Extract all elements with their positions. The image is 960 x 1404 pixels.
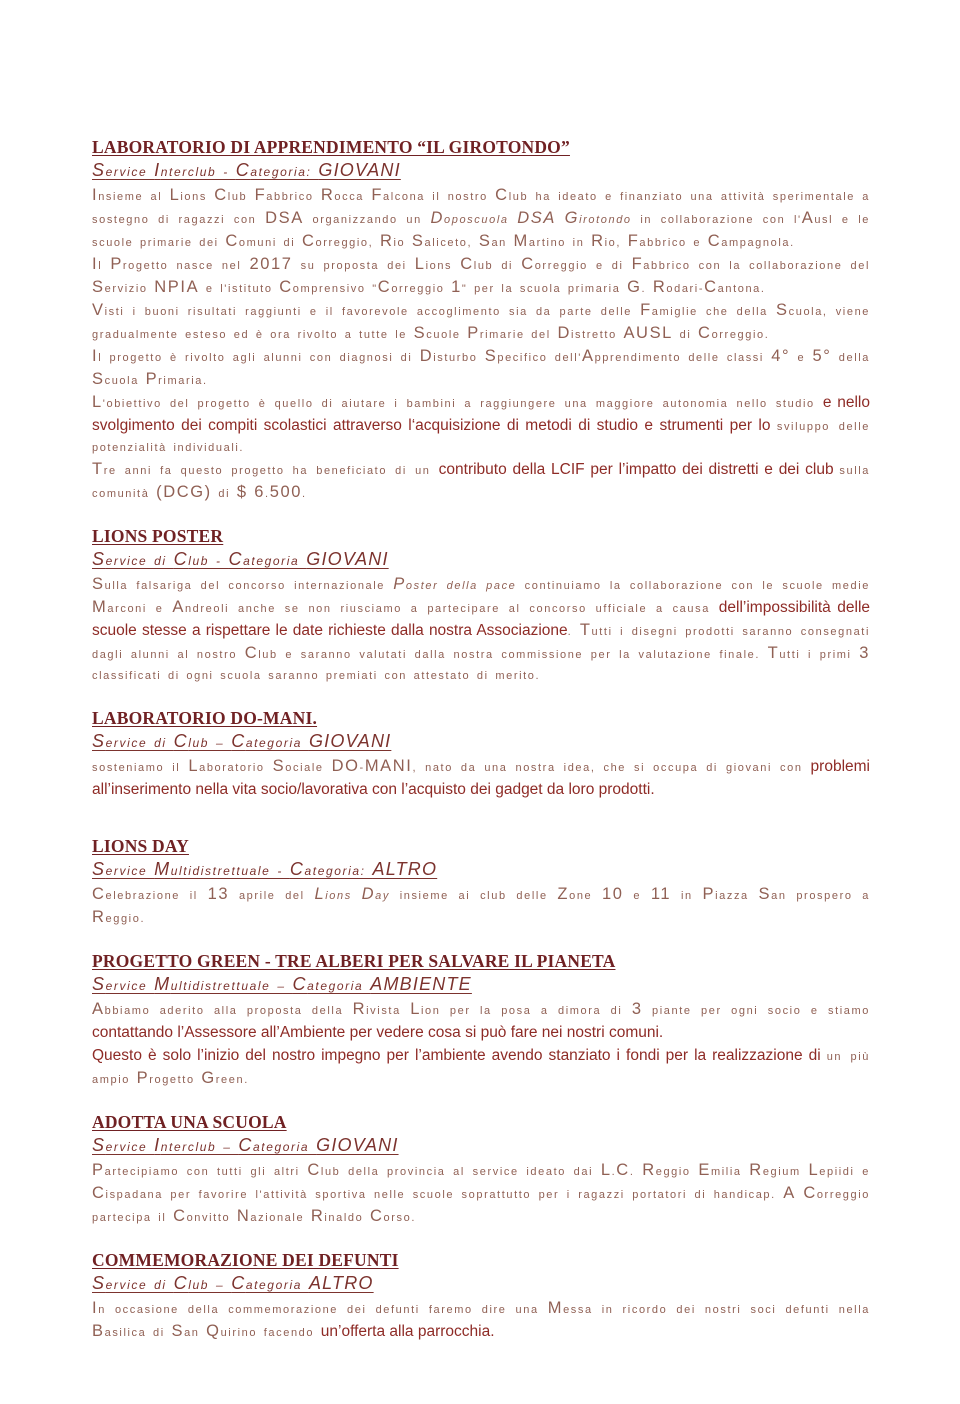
large-glyph: R bbox=[320, 186, 335, 204]
paragraph bbox=[92, 1298, 870, 1344]
large-glyph: MANI bbox=[364, 757, 413, 775]
subtitle-service-label: Service di Club – Categoria bbox=[92, 731, 309, 751]
text-run: sviluppo delle potenzialità individuali. bbox=[92, 421, 870, 454]
large-glyph: 10 bbox=[602, 885, 624, 903]
large-glyph: S bbox=[413, 324, 427, 342]
large-glyph: R bbox=[352, 1000, 367, 1018]
large-glyph: S bbox=[92, 278, 105, 296]
text-run: Il Progetto nasce nel 2017 su proposta dei Lions Club di Correggio e di Fabbrico con la collaborazione del Servizio NPIA e l'istituto Comprensivo "Correggio 1" per la scuola primaria G. Rodari-Cantona. bbox=[92, 255, 871, 296]
large-glyph: I bbox=[154, 160, 161, 180]
section-title: LABORATORIO DO-MANI. bbox=[92, 708, 318, 728]
large-glyph: L bbox=[410, 1000, 421, 1018]
large-glyph: L bbox=[808, 1161, 820, 1179]
large-glyph: I bbox=[154, 1135, 161, 1155]
large-glyph: 3 bbox=[631, 1000, 643, 1018]
large-glyph: A bbox=[801, 209, 815, 227]
large-glyph: DSA bbox=[265, 209, 304, 227]
text-run: sulla comunità (DCG) di $ 6.500. bbox=[92, 465, 870, 501]
section-6 bbox=[92, 1250, 870, 1344]
large-glyph: A bbox=[92, 1000, 105, 1018]
large-glyph: S bbox=[484, 347, 498, 365]
highlighted-text-run: e nello svolgimento dei compiti scolastici attraverso l‘acquisizione di metodi di studio e strumenti per lo bbox=[92, 394, 870, 434]
large-glyph: S bbox=[92, 575, 105, 593]
large-glyph: DSA bbox=[517, 209, 556, 227]
section-0 bbox=[92, 137, 870, 505]
paragraph bbox=[92, 1160, 870, 1229]
large-glyph: C bbox=[460, 255, 474, 273]
section-subtitle bbox=[92, 1134, 870, 1158]
large-glyph: DO bbox=[331, 757, 360, 775]
large-glyph: S bbox=[92, 731, 106, 751]
text-run: In occasione della commemorazione dei defunti faremo dire una Messa in ricordo dei nostri soci defunti nella Basilica di San Quirino facendo bbox=[92, 1299, 870, 1340]
section-title: ADOTTA UNA SCUOLA bbox=[92, 1112, 287, 1132]
large-glyph: C bbox=[231, 1273, 246, 1293]
large-glyph: C bbox=[238, 1135, 254, 1155]
text-run: . Tutti i disegni prodotti saranno consegnati dagli alunni al nostro Club e saranno valutati dalla nostra commissione per la valutazione finale. Tutti i primi 3 classificati di ogni scuola saranno premiati con attestato di merito. bbox=[92, 621, 870, 682]
large-glyph: F bbox=[640, 301, 652, 319]
text-run: Abbiamo aderito alla proposta della Rivista Lion per la posa a dimora di 3 piante per ogni socio e stiamo bbox=[92, 1000, 870, 1018]
large-glyph: M bbox=[154, 974, 171, 994]
subtitle-category: ALTRO bbox=[372, 859, 438, 879]
highlighted-text-run: contributo della LCIF per l’impatto dei distretti e dei club bbox=[438, 461, 840, 478]
large-glyph: T bbox=[767, 644, 780, 662]
large-glyph: 2017 bbox=[249, 255, 293, 273]
large-glyph: D bbox=[361, 885, 376, 903]
large-glyph: L bbox=[92, 393, 103, 411]
subtitle-service-label: Service di Club – Categoria bbox=[92, 1273, 309, 1293]
paragraph bbox=[92, 1045, 870, 1091]
large-glyph: C bbox=[279, 278, 293, 296]
large-glyph: S bbox=[92, 1273, 106, 1293]
paragraph bbox=[92, 756, 870, 802]
text-run: Il progetto è rivolto agli alunni con diagnosi di Disturbo Specifico dell'Apprendimento delle classi 4° e 5° della Scuola Primaria. bbox=[92, 347, 871, 388]
large-glyph: M bbox=[154, 859, 171, 879]
highlighted-text-run: Questo è solo l’inizio del nostro impegno per l’ambiente avendo stanziato i fondi per la realizzazione di bbox=[92, 1047, 827, 1064]
large-glyph: C bbox=[698, 324, 712, 342]
document-body bbox=[92, 137, 870, 1344]
large-glyph: 500 bbox=[269, 483, 303, 501]
large-glyph: S bbox=[411, 232, 425, 250]
large-glyph: 13 bbox=[207, 885, 230, 903]
large-glyph: C bbox=[214, 186, 228, 204]
large-glyph: R bbox=[591, 232, 605, 250]
large-glyph: (DCG) bbox=[156, 483, 212, 501]
large-glyph: C bbox=[521, 255, 535, 273]
large-glyph: 4° bbox=[771, 347, 791, 365]
paragraph bbox=[92, 392, 870, 459]
large-glyph: N bbox=[236, 1207, 251, 1225]
large-glyph: S bbox=[92, 1135, 106, 1155]
section-4 bbox=[92, 951, 870, 1091]
large-glyph: C bbox=[803, 1184, 817, 1202]
large-glyph: $ bbox=[236, 483, 248, 501]
large-glyph: A bbox=[172, 598, 185, 616]
large-glyph: 3 bbox=[859, 644, 870, 662]
large-glyph: A bbox=[581, 347, 595, 365]
large-glyph: T bbox=[579, 621, 592, 639]
highlighted-text-run: contattando l’Assessore all’Ambiente per vedere cosa si può fare nei nostri comuni. bbox=[92, 1024, 664, 1041]
large-glyph: L bbox=[169, 186, 181, 204]
large-glyph: S bbox=[92, 859, 106, 879]
large-glyph: D bbox=[430, 209, 445, 227]
large-glyph: G bbox=[564, 209, 580, 227]
large-glyph: NPIA bbox=[154, 278, 200, 296]
text-run: Tre anni fa questo progetto ha beneficiato di un bbox=[92, 460, 439, 478]
large-glyph: S bbox=[92, 160, 106, 180]
large-glyph: C bbox=[704, 278, 718, 296]
large-glyph: S bbox=[92, 549, 106, 569]
large-glyph: P bbox=[393, 575, 406, 593]
large-glyph: S bbox=[758, 885, 772, 903]
large-glyph: F bbox=[631, 255, 644, 273]
text-run: Insieme al Lions Club Fabbrico Rocca Falcona il nostro Club ha ideato e finanziato una attività sperimentale a sostegno di ragazzi con DSA organizzando un bbox=[92, 186, 870, 227]
large-glyph: G bbox=[627, 278, 642, 296]
large-glyph: B bbox=[92, 1322, 105, 1340]
large-glyph: C bbox=[292, 974, 308, 994]
large-glyph: R bbox=[749, 1161, 763, 1179]
section-subtitle bbox=[92, 159, 870, 183]
paragraph bbox=[92, 254, 870, 300]
text-run: un più ampio Progetto Green. bbox=[92, 1051, 870, 1087]
large-glyph: D bbox=[557, 324, 571, 342]
large-glyph: P bbox=[467, 324, 480, 342]
large-glyph: R bbox=[652, 278, 667, 296]
paragraph bbox=[92, 574, 870, 687]
text-run: continuiamo la collaborazione con le scuole medie Marconi e Andreoli anche se non riusciamo a partecipare al concorso ufficiale a causa bbox=[92, 580, 870, 616]
large-glyph: C bbox=[225, 232, 239, 250]
large-glyph: I bbox=[92, 186, 99, 204]
large-glyph: 1 bbox=[451, 278, 462, 296]
large-glyph: Z bbox=[557, 885, 570, 903]
large-glyph: 5° bbox=[812, 347, 832, 365]
section-title: PROGETTO GREEN - TRE ALBERI PER SALVARE IL PIANETA bbox=[92, 951, 616, 971]
large-glyph: R bbox=[92, 908, 106, 926]
subtitle-category: AMBIENTE bbox=[370, 974, 472, 994]
text-run: Doposcuola DSA Girotondo bbox=[430, 209, 632, 227]
large-glyph: S bbox=[478, 232, 492, 250]
large-glyph: C bbox=[173, 731, 189, 751]
paragraph bbox=[92, 300, 870, 346]
large-glyph: P bbox=[92, 1161, 105, 1179]
section-1 bbox=[92, 526, 870, 687]
subtitle-category: GIOVANI bbox=[318, 160, 401, 180]
paragraph bbox=[92, 459, 870, 505]
section-subtitle bbox=[92, 730, 870, 754]
section-subtitle bbox=[92, 973, 870, 997]
large-glyph: C bbox=[235, 160, 251, 180]
large-glyph: D bbox=[419, 347, 434, 365]
subtitle-category: GIOVANI bbox=[308, 731, 392, 751]
subtitle-category: GIOVANI bbox=[316, 1135, 399, 1155]
text-run: in collaborazione con l'Ausl e le scuole primarie dei Comuni di Correggio, Rio Saliceto, San Martino in Rio, Fabbrico e Campagnola. bbox=[92, 209, 870, 250]
large-glyph: L bbox=[414, 255, 426, 273]
large-glyph: C bbox=[173, 1207, 187, 1225]
large-glyph: P bbox=[702, 885, 716, 903]
subtitle-service-label: Service Multidistrettuale - Categoria: bbox=[92, 859, 373, 879]
large-glyph: T bbox=[92, 460, 104, 478]
large-glyph: C bbox=[495, 186, 509, 204]
large-glyph: S bbox=[92, 370, 105, 388]
section-title: LIONS DAY bbox=[92, 836, 189, 856]
subtitle-service-label: Service Interclub – Categoria bbox=[92, 1135, 317, 1155]
subtitle-category: ALTRO bbox=[308, 1273, 374, 1293]
large-glyph: 11 bbox=[650, 885, 672, 903]
large-glyph: 6 bbox=[254, 483, 266, 501]
large-glyph: F bbox=[371, 186, 383, 204]
section-2 bbox=[92, 708, 870, 802]
section-subtitle bbox=[92, 858, 870, 882]
large-glyph: C bbox=[173, 1273, 189, 1293]
large-glyph: C bbox=[369, 1207, 384, 1225]
text-run: Lions Day bbox=[314, 885, 390, 903]
large-glyph: F bbox=[627, 232, 640, 250]
subtitle-category: GIOVANI bbox=[306, 549, 389, 569]
large-glyph: C bbox=[707, 232, 722, 250]
large-glyph: L bbox=[314, 885, 326, 903]
paragraph bbox=[92, 884, 870, 930]
large-glyph: I bbox=[92, 347, 99, 365]
large-glyph: R bbox=[310, 1207, 325, 1225]
section-title: LABORATORIO DI APPRENDIMENTO “IL GIROTONDO” bbox=[92, 137, 570, 157]
large-glyph: S bbox=[776, 301, 789, 319]
subtitle-service-label: Service di Club - Categoria bbox=[92, 549, 307, 569]
large-glyph: C bbox=[616, 1161, 630, 1179]
large-glyph: I bbox=[92, 255, 99, 273]
subtitle-service-label: Service Interclub - Categoria: bbox=[92, 160, 319, 180]
large-glyph: C bbox=[92, 885, 106, 903]
paragraph bbox=[92, 999, 870, 1045]
large-glyph: C bbox=[92, 1184, 106, 1202]
large-glyph: C bbox=[377, 278, 392, 296]
paragraph bbox=[92, 346, 870, 392]
large-glyph: F bbox=[254, 186, 267, 204]
large-glyph: P bbox=[110, 255, 123, 273]
text-run: Visti i buoni risultati raggiunti e il favorevole accoglimento sia da parte delle Famiglie che della Scuola, viene gradualmente esteso ed è ora rivolto a tutte le Scuole Primarie del Distretto AUSL di Correggio. bbox=[92, 301, 871, 342]
section-subtitle bbox=[92, 1272, 870, 1296]
section-3 bbox=[92, 836, 870, 930]
highlighted-text-run: un’offerta alla parrocchia. bbox=[320, 1323, 495, 1340]
large-glyph: E bbox=[698, 1161, 711, 1179]
large-glyph: L bbox=[188, 757, 200, 775]
large-glyph: P bbox=[136, 1069, 150, 1087]
paragraph bbox=[92, 185, 870, 254]
large-glyph: M bbox=[547, 1299, 564, 1317]
highlighted-text-run: problemi all’inserimento nella vita socio/lavorativa con l’acquisto dei gadget da loro prodotti. bbox=[92, 758, 870, 798]
large-glyph: S bbox=[272, 757, 286, 775]
large-glyph: M bbox=[92, 598, 108, 616]
large-glyph: C bbox=[301, 232, 316, 250]
subtitle-service-label: Service Multidistrettuale – Categoria bbox=[92, 974, 371, 994]
text-run: insieme ai club delle Zone 10 e 11 in Piazza San prospero a Reggio. bbox=[92, 885, 871, 926]
large-glyph: G bbox=[201, 1069, 216, 1087]
highlighted-text-run: dell’impossibilità delle scuole stesse a rispettare le date richieste dalla nostra Associazione bbox=[92, 599, 871, 639]
large-glyph: AUSL bbox=[623, 324, 673, 342]
text-run: Partecipiamo con tutti gli altri Club della provincia al service ideato dai L.C. Reggio Emilia Regium Lepiidi e Cispadana per favorire l'attività sportiva nelle scuole soprattutto per i ragazzi portatori di handicap. A Correggio partecipa il Convitto Nazionale Rinaldo Corso. bbox=[92, 1161, 871, 1225]
large-glyph: S bbox=[171, 1322, 185, 1340]
large-glyph: V bbox=[92, 301, 105, 319]
large-glyph: C bbox=[228, 549, 244, 569]
text-run: L'obiettivo del progetto è quello di aiutare i bambini a raggiungere una maggiore autonomia nello studio bbox=[92, 393, 823, 411]
large-glyph: I bbox=[92, 1299, 99, 1317]
large-glyph: Q bbox=[206, 1322, 221, 1340]
large-glyph: S bbox=[92, 974, 106, 994]
text-run: Sulla falsariga del concorso internazionale bbox=[92, 575, 394, 593]
large-glyph: R bbox=[379, 232, 394, 250]
section-title: COMMEMORAZIONE DEI DEFUNTI bbox=[92, 1250, 399, 1270]
large-glyph: C bbox=[307, 1161, 321, 1179]
large-glyph: L bbox=[600, 1161, 612, 1179]
text-run: Poster della pace bbox=[393, 575, 517, 593]
section-title: LIONS POSTER bbox=[92, 526, 224, 546]
large-glyph: C bbox=[244, 644, 259, 662]
large-glyph: R bbox=[642, 1161, 656, 1179]
section-subtitle bbox=[92, 548, 870, 572]
text-run: sosteniamo il Laboratorio Sociale DO-MANI, nato da una nostra idea, che si occupa di giovani con bbox=[92, 757, 811, 775]
large-glyph: A bbox=[783, 1184, 796, 1202]
large-glyph: P bbox=[145, 370, 159, 388]
large-glyph: C bbox=[231, 731, 246, 751]
text-run: Celebrazione il 13 aprile del bbox=[92, 885, 315, 903]
large-glyph: C bbox=[289, 859, 305, 879]
large-glyph: M bbox=[513, 232, 529, 250]
section-5 bbox=[92, 1112, 870, 1229]
large-glyph: C bbox=[173, 549, 189, 569]
